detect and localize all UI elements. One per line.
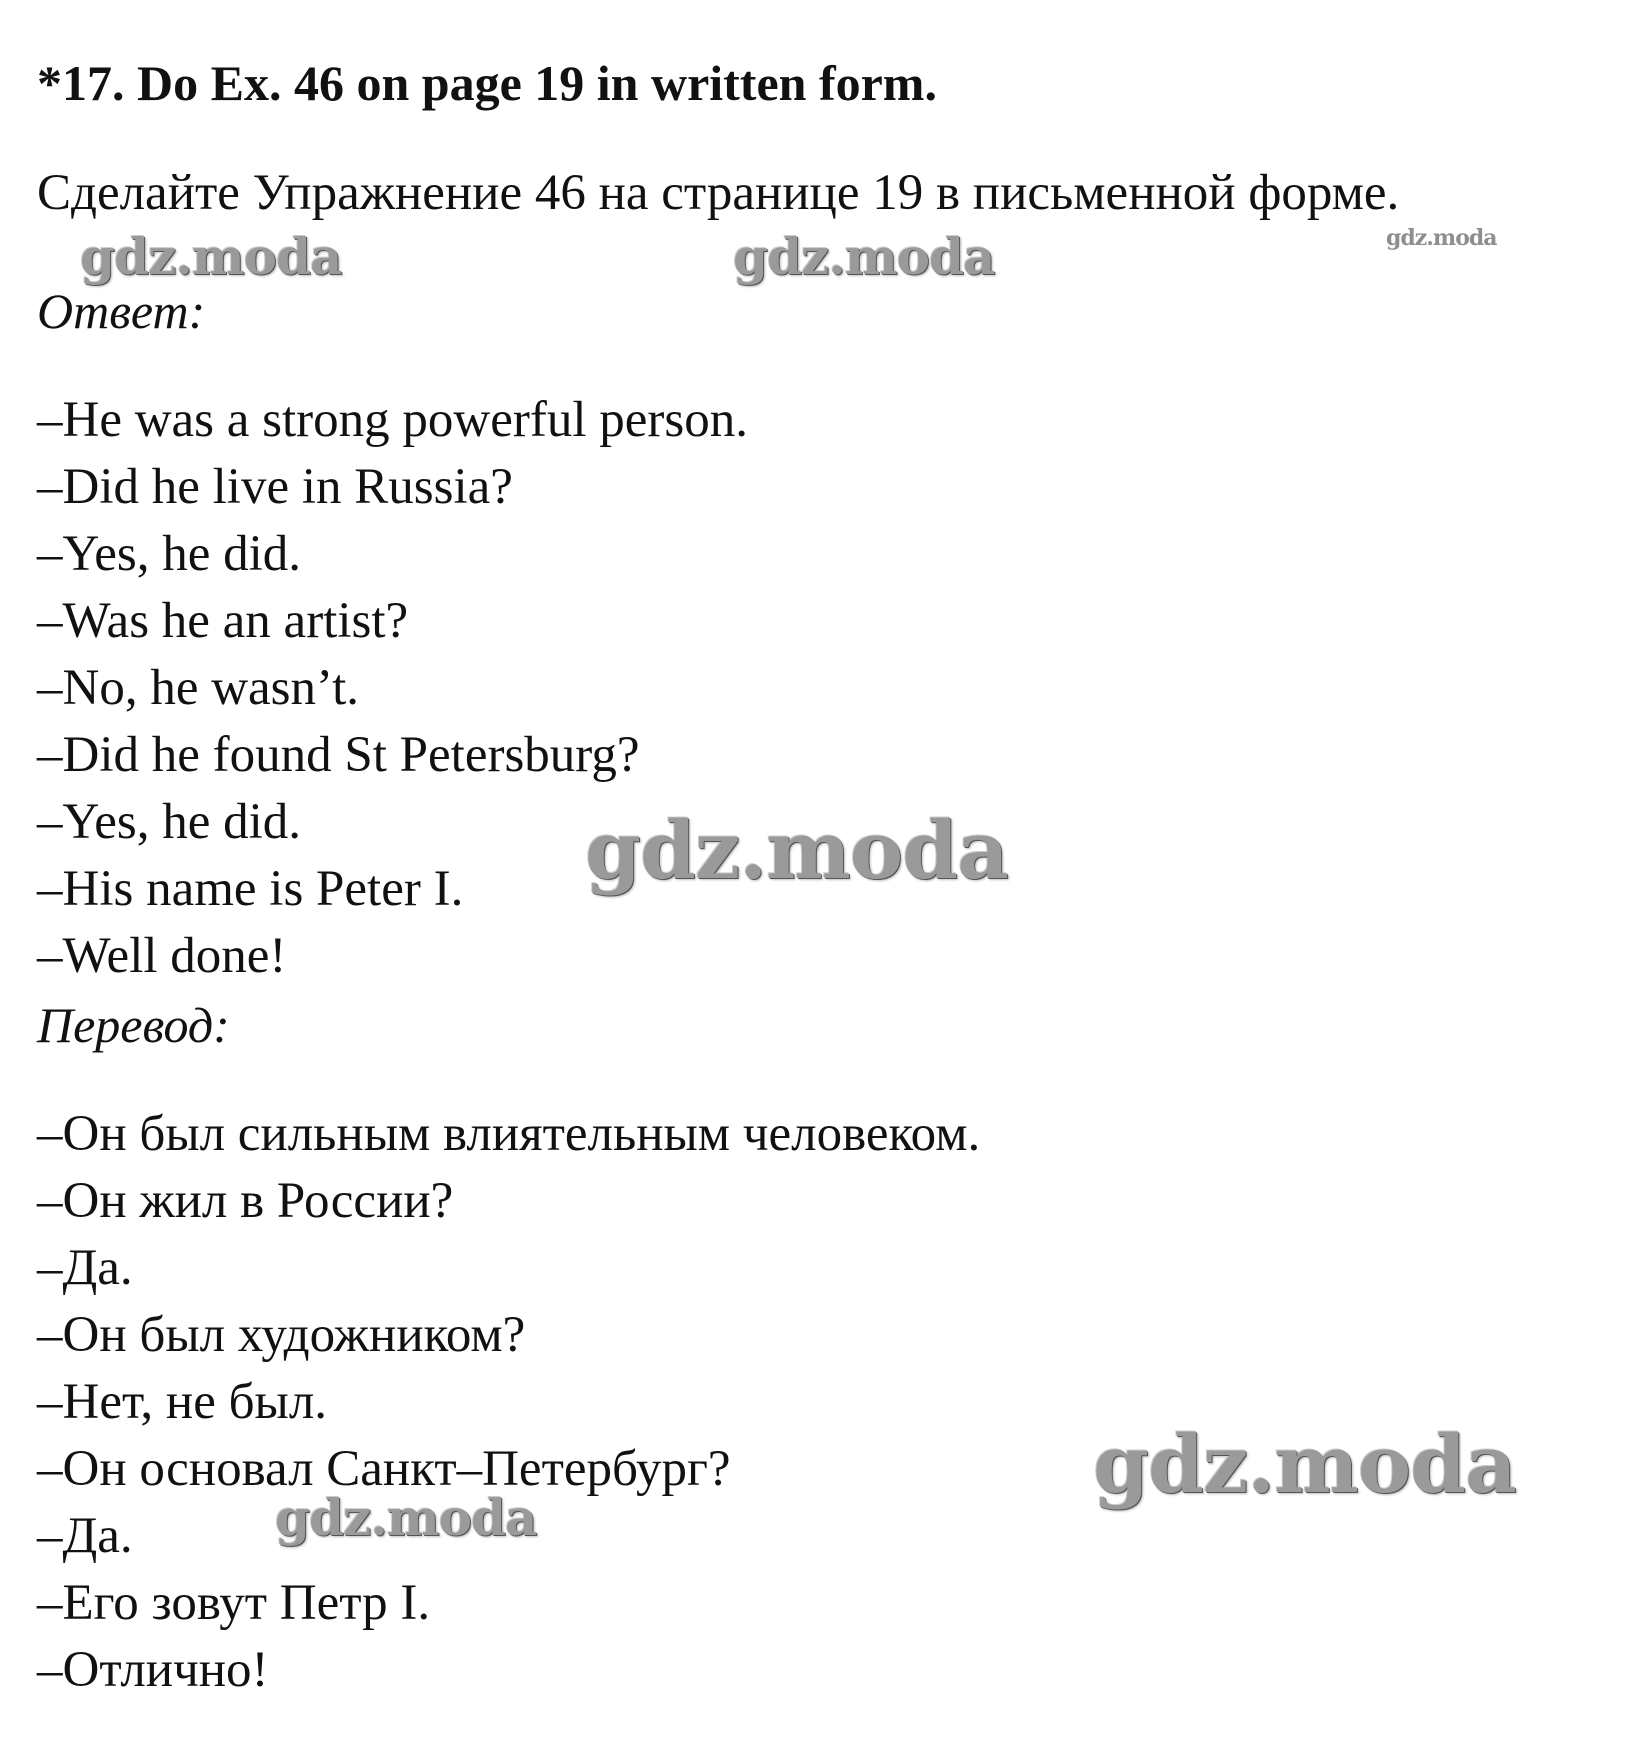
translation-line: –Да. [37,1508,133,1564]
answer-line: –Did he found St Petersburg? [37,727,640,783]
answer-label: Ответ: [37,283,206,339]
watermark: gdz.moda [585,803,1008,897]
translation-line: –Отлично! [37,1642,269,1698]
translation-line: –Он жил в России? [37,1173,454,1229]
translation-line: –Он основал Санкт–Петербург? [37,1441,731,1497]
answer-line: –Yes, he did. [37,794,302,850]
watermark: gdz.moda [80,227,342,286]
watermark: gdz.moda [733,227,995,286]
translation-line: –Его зовут Петр I. [37,1575,431,1631]
answer-line: –Yes, he did. [37,526,302,582]
translation-line: –Он был художником? [37,1307,526,1363]
translation-line: –Нет, не был. [37,1374,328,1430]
answer-line: –Well done! [37,928,287,984]
answer-line: –Was he an artist? [37,593,409,649]
task-translation: Сделайте Упражнение 46 на странице 19 в письменной форме. [37,165,1400,221]
translation-label: Перевод: [37,997,230,1053]
watermark: gdz.moda [1093,1417,1516,1511]
answer-line: –His name is Peter I. [37,861,464,917]
answer-line: –He was a strong powerful person. [37,392,748,448]
translation-line: –Да. [37,1240,133,1296]
translation-line: –Он был сильным влиятельным человеком. [37,1106,981,1162]
watermark: gdz.moda [275,1488,537,1547]
answer-line: –No, he wasn’t. [37,660,360,716]
task-title: *17. Do Ex. 46 on page 19 in written form. [37,55,937,111]
answer-line: –Did he live in Russia? [37,459,513,515]
watermark: gdz.moda [1386,225,1497,251]
